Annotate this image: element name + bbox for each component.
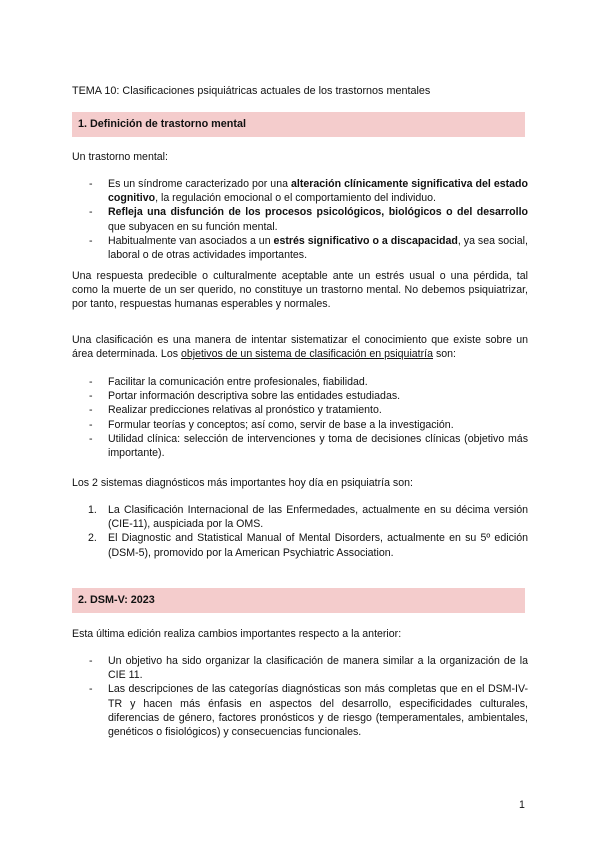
- list-item: - Es un síndrome caracterizado por una alteración clínicamente significativa del estado cognitivo, la regulación emocional o el comportamiento del individuo.: [89, 178, 529, 205]
- section-1-heading: 1. Definición de trastorno mental: [72, 112, 525, 137]
- document-title: TEMA 10: Clasificaciones psiquiátricas actuales de los trastornos mentales: [72, 85, 431, 97]
- list-item: - Refleja una disfunción de los procesos psicológicos, biológicos o del desarrollo que subyacen en su función mental.: [89, 206, 528, 233]
- paragraph-diagnostic-systems: Los 2 sistemas diagnósticos más importantes hoy día en psiquiatría son:: [72, 477, 413, 489]
- objectives-list: [72, 375, 528, 460]
- page-number: 1: [519, 799, 525, 811]
- list-item: - Facilitar la comunicación entre profesionales, fiabilidad.: [89, 376, 368, 388]
- paragraph-classification: Una clasificación es una manera de intentar sistematizar el conocimiento que existe sobre un área determinada. Los objetivos de un sistema de clasificación en psiquiatría son:: [72, 334, 528, 361]
- list-item: - Un objetivo ha sido organizar la clasificación de manera similar a la organización de la CIE 11.: [89, 655, 528, 682]
- list-item: - Realizar predicciones relativas al pronóstico y tratamiento.: [89, 404, 382, 417]
- diagnostic-systems-list: [72, 503, 528, 560]
- dsm-changes-list: [72, 654, 528, 739]
- list-item: - Formular teorías y conceptos; así como, servir de base a la investigación.: [89, 418, 454, 431]
- list-item: - Habitualmente van asociados a un estrés significativo o a discapacidad, ya sea social, laboral o de otras actividades importantes.: [89, 234, 528, 262]
- section-1-intro: Un trastorno mental:: [72, 151, 168, 163]
- paragraph-normal-response: Una respuesta predecible o culturalmente aceptable ante un estrés usual o una pérdida, tal como la muerte de un ser querido, no constituye un trastorno mental. No debemos psiquiatrizar, por tanto, respuestas humanas esperables y normales.: [72, 270, 528, 311]
- list-item: 1. La Clasificación Internacional de las Enfermedades, actualmente en su décima versión (CIE-11), auspiciada por la OMS.: [88, 504, 528, 531]
- list-item: - Las descripciones de las categorías diagnósticas son más completas que en el DSM-IV-TR y hacen más énfasis en aspectos del desarrollo, especificidades culturales, diferencias de género, factores pronósticos y de riesgo (temperamentales, ambientales, genéticos o fisiológicos) y consecuencias funcionales.: [89, 683, 528, 739]
- section-2-intro: Esta última edición realiza cambios importantes respecto a la anterior:: [72, 628, 402, 640]
- list-item: 2. El Diagnostic and Statistical Manual of Mental Disorders, actualmente en su 5º edición (DSM-5), promovido por la American Psychiatric Association.: [88, 532, 528, 559]
- list-item: - Utilidad clínica: selección de intervenciones y toma de decisiones clínicas (objetivo más importante).: [89, 432, 528, 460]
- list-item: - Portar información descriptiva sobre las entidades estudiadas.: [89, 390, 401, 403]
- section-2-heading: 2. DSM-V: 2023: [72, 588, 525, 613]
- objectives-underlined-phrase: objetivos de un sistema de clasificación en psiquiatría: [180, 348, 433, 361]
- definition-bullet-list: [72, 177, 528, 262]
